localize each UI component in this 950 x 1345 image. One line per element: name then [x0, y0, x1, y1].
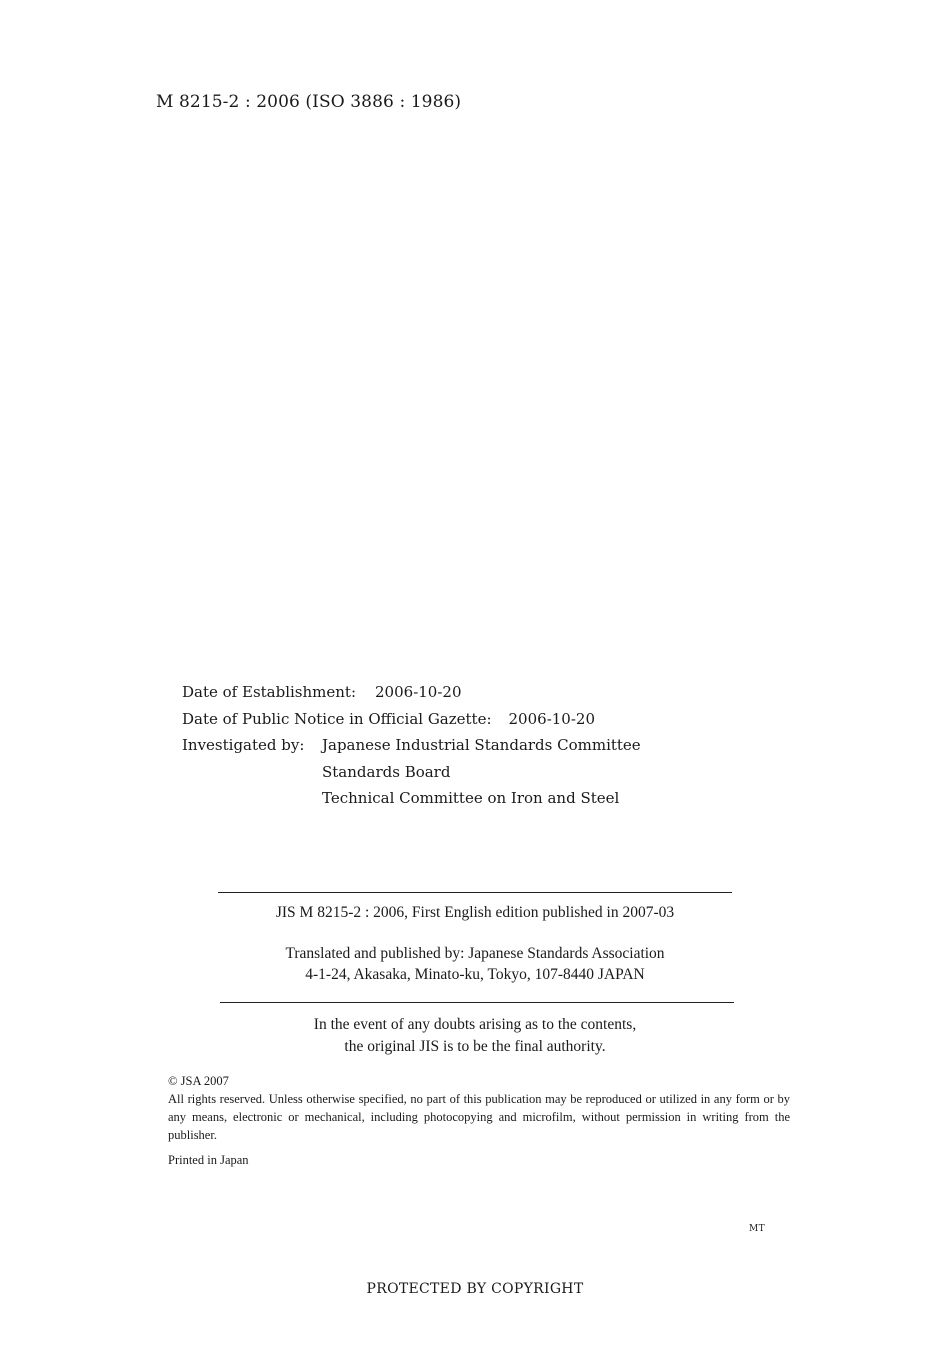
printed-in-line: Printed in Japan	[168, 1153, 249, 1167]
establishment-info	[182, 679, 641, 812]
investigated-label: Investigated by:	[182, 736, 305, 754]
page-header-standard-ref: M 8215-2 : 2006 (ISO 3886 : 1986)	[156, 92, 462, 112]
authority-notice-line2: the original JIS is to be the final authority.	[344, 1038, 606, 1055]
authority-notice-line1: In the event of any doubts arising as to the contents,	[313, 1016, 637, 1033]
establishment-date: 2006-10-20	[375, 683, 462, 701]
investigator-item: Technical Committee on Iron and Steel	[322, 789, 620, 807]
top-divider	[218, 892, 732, 893]
gazette-row	[182, 706, 641, 733]
establishment-label: Date of Establishment:	[182, 683, 357, 701]
investigated-row-3	[182, 785, 641, 812]
investigated-row	[182, 732, 641, 759]
edition-line: JIS M 8215-2 : 2006, First English edition published in 2007-03	[275, 904, 675, 921]
gazette-label: Date of Public Notice in Official Gazette:	[182, 709, 492, 728]
publisher-line: Translated and published by: Japanese Standards Association	[285, 945, 665, 962]
investigator-item: Standards Board	[322, 762, 451, 781]
copyright-line: © JSA 2007	[168, 1074, 229, 1088]
rights-block	[168, 1072, 790, 1144]
gazette-date: 2006-10-20	[508, 709, 595, 728]
establishment-row	[182, 679, 641, 706]
bottom-divider	[220, 1002, 734, 1003]
rights-text: All rights reserved. Unless otherwise specified, no part of this publication may be reproduced or utilized in any form or by any means, electronic or mechanical, including photocopying and microfilm, without permission in writing from the publisher.	[168, 1092, 790, 1142]
address-line: 4-1-24, Akasaka, Minato-ku, Tokyo, 107-8440 JAPAN	[305, 966, 645, 983]
investigated-row-2	[182, 759, 641, 786]
mt-mark: MT	[749, 1224, 766, 1234]
copyright-footer: PROTECTED BY COPYRIGHT	[366, 1281, 584, 1297]
investigator-item: Japanese Industrial Standards Committee	[322, 736, 641, 754]
